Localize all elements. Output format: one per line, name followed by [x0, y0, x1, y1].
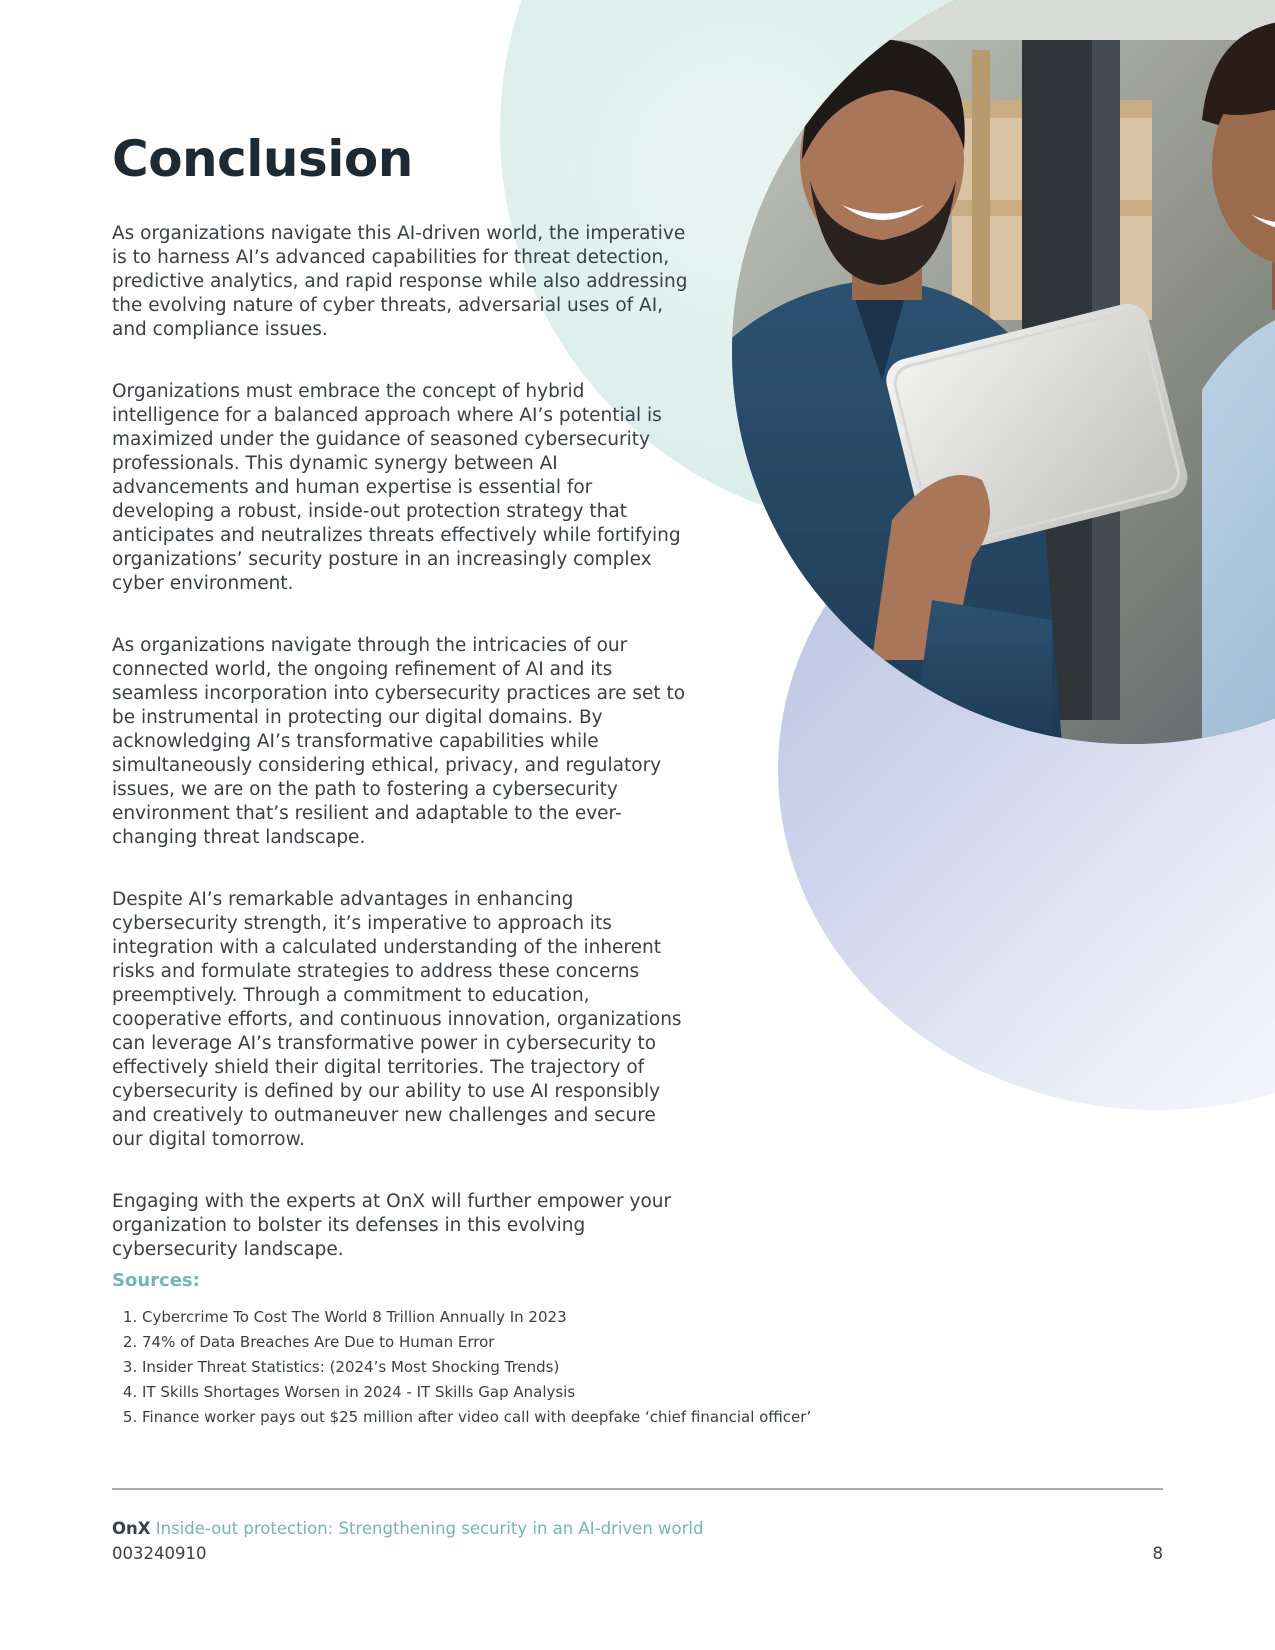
main-content: [112, 130, 692, 1300]
source-item[interactable]: 2. 74% of Data Breaches Are Due to Human Error: [142, 1330, 1012, 1355]
sources-list: [112, 1305, 1012, 1430]
footer-tagline: Inside-out protection: Strengthening security in an AI-driven world: [155, 1519, 704, 1538]
source-item[interactable]: 5. Finance worker pays out $25 million after video call with deepfake ‘chief financial officer’: [142, 1405, 1012, 1430]
page-title: Conclusion: [112, 130, 413, 188]
sources-section: [112, 1270, 1012, 1430]
footer-brand: OnX: [112, 1519, 151, 1538]
source-item[interactable]: 3. Insider Threat Statistics: (2024’s Most Shocking Trends): [142, 1355, 1012, 1380]
paragraph-3: As organizations navigate through the intricacies of our connected world, the ongoing refinement of AI and its seamless incorporation into cybersecurity practices are set to be instrumental in protecting our digital domains. By acknowledging AI’s transformative capabilities while simultaneously considering ethical, privacy, and regulatory issues, we are on the path to fostering a cybersecurity environment that’s resilient and adaptable to the ever-changing threat landscape.: [112, 635, 686, 848]
source-item[interactable]: 1. Cybercrime To Cost The World 8 Trillion Annually In 2023: [142, 1305, 1012, 1330]
source-item[interactable]: 4. IT Skills Shortages Worsen in 2024 - IT Skills Gap Analysis: [142, 1380, 1012, 1405]
paragraph-2: Organizations must embrace the concept of hybrid intelligence for a balanced approach where AI’s potential is maximized under the guidance of seasoned cybersecurity professionals. This dynamic synergy between AI advancements and human expertise is essential for developing a robust, inside-out protection strategy that anticipates and neutralizes threats effectively while fortifying organizations’ security posture in an increasingly complex cyber environment.: [112, 381, 681, 594]
sources-heading: Sources:: [112, 1270, 200, 1291]
paragraph-4: Despite AI’s remarkable advantages in enhancing cybersecurity strength, it’s imperative to approach its integration with a calculated understanding of the inherent risks and formulate strategies to address these concerns preemptively. Through a commitment to education, cooperative efforts, and continuous innovation, organizations can leverage AI’s transformative power in cybersecurity to effectively shield their digital territories. The trajectory of cybersecurity is defined by our ability to use AI responsibly and creatively to outmaneuver new challenges and secure our digital tomorrow.: [112, 889, 682, 1150]
footer-title-line: [112, 1518, 703, 1540]
document-code: 003240910: [112, 1544, 207, 1563]
paragraph-1: As organizations navigate this AI-driven world, the imperative is to harness AI’s advanced capabilities for threat detection, predictive analytics, and rapid response while also addressing the evolving nature of cyber threats, adversarial uses of AI, and compliance issues.: [112, 223, 688, 340]
paragraph-5: Engaging with the experts at OnX will further empower your organization to bolster its defenses in this evolving cybersecurity landscape.: [112, 1191, 672, 1260]
page-number: 8: [1152, 1544, 1163, 1563]
footer-divider: [112, 1488, 1163, 1490]
